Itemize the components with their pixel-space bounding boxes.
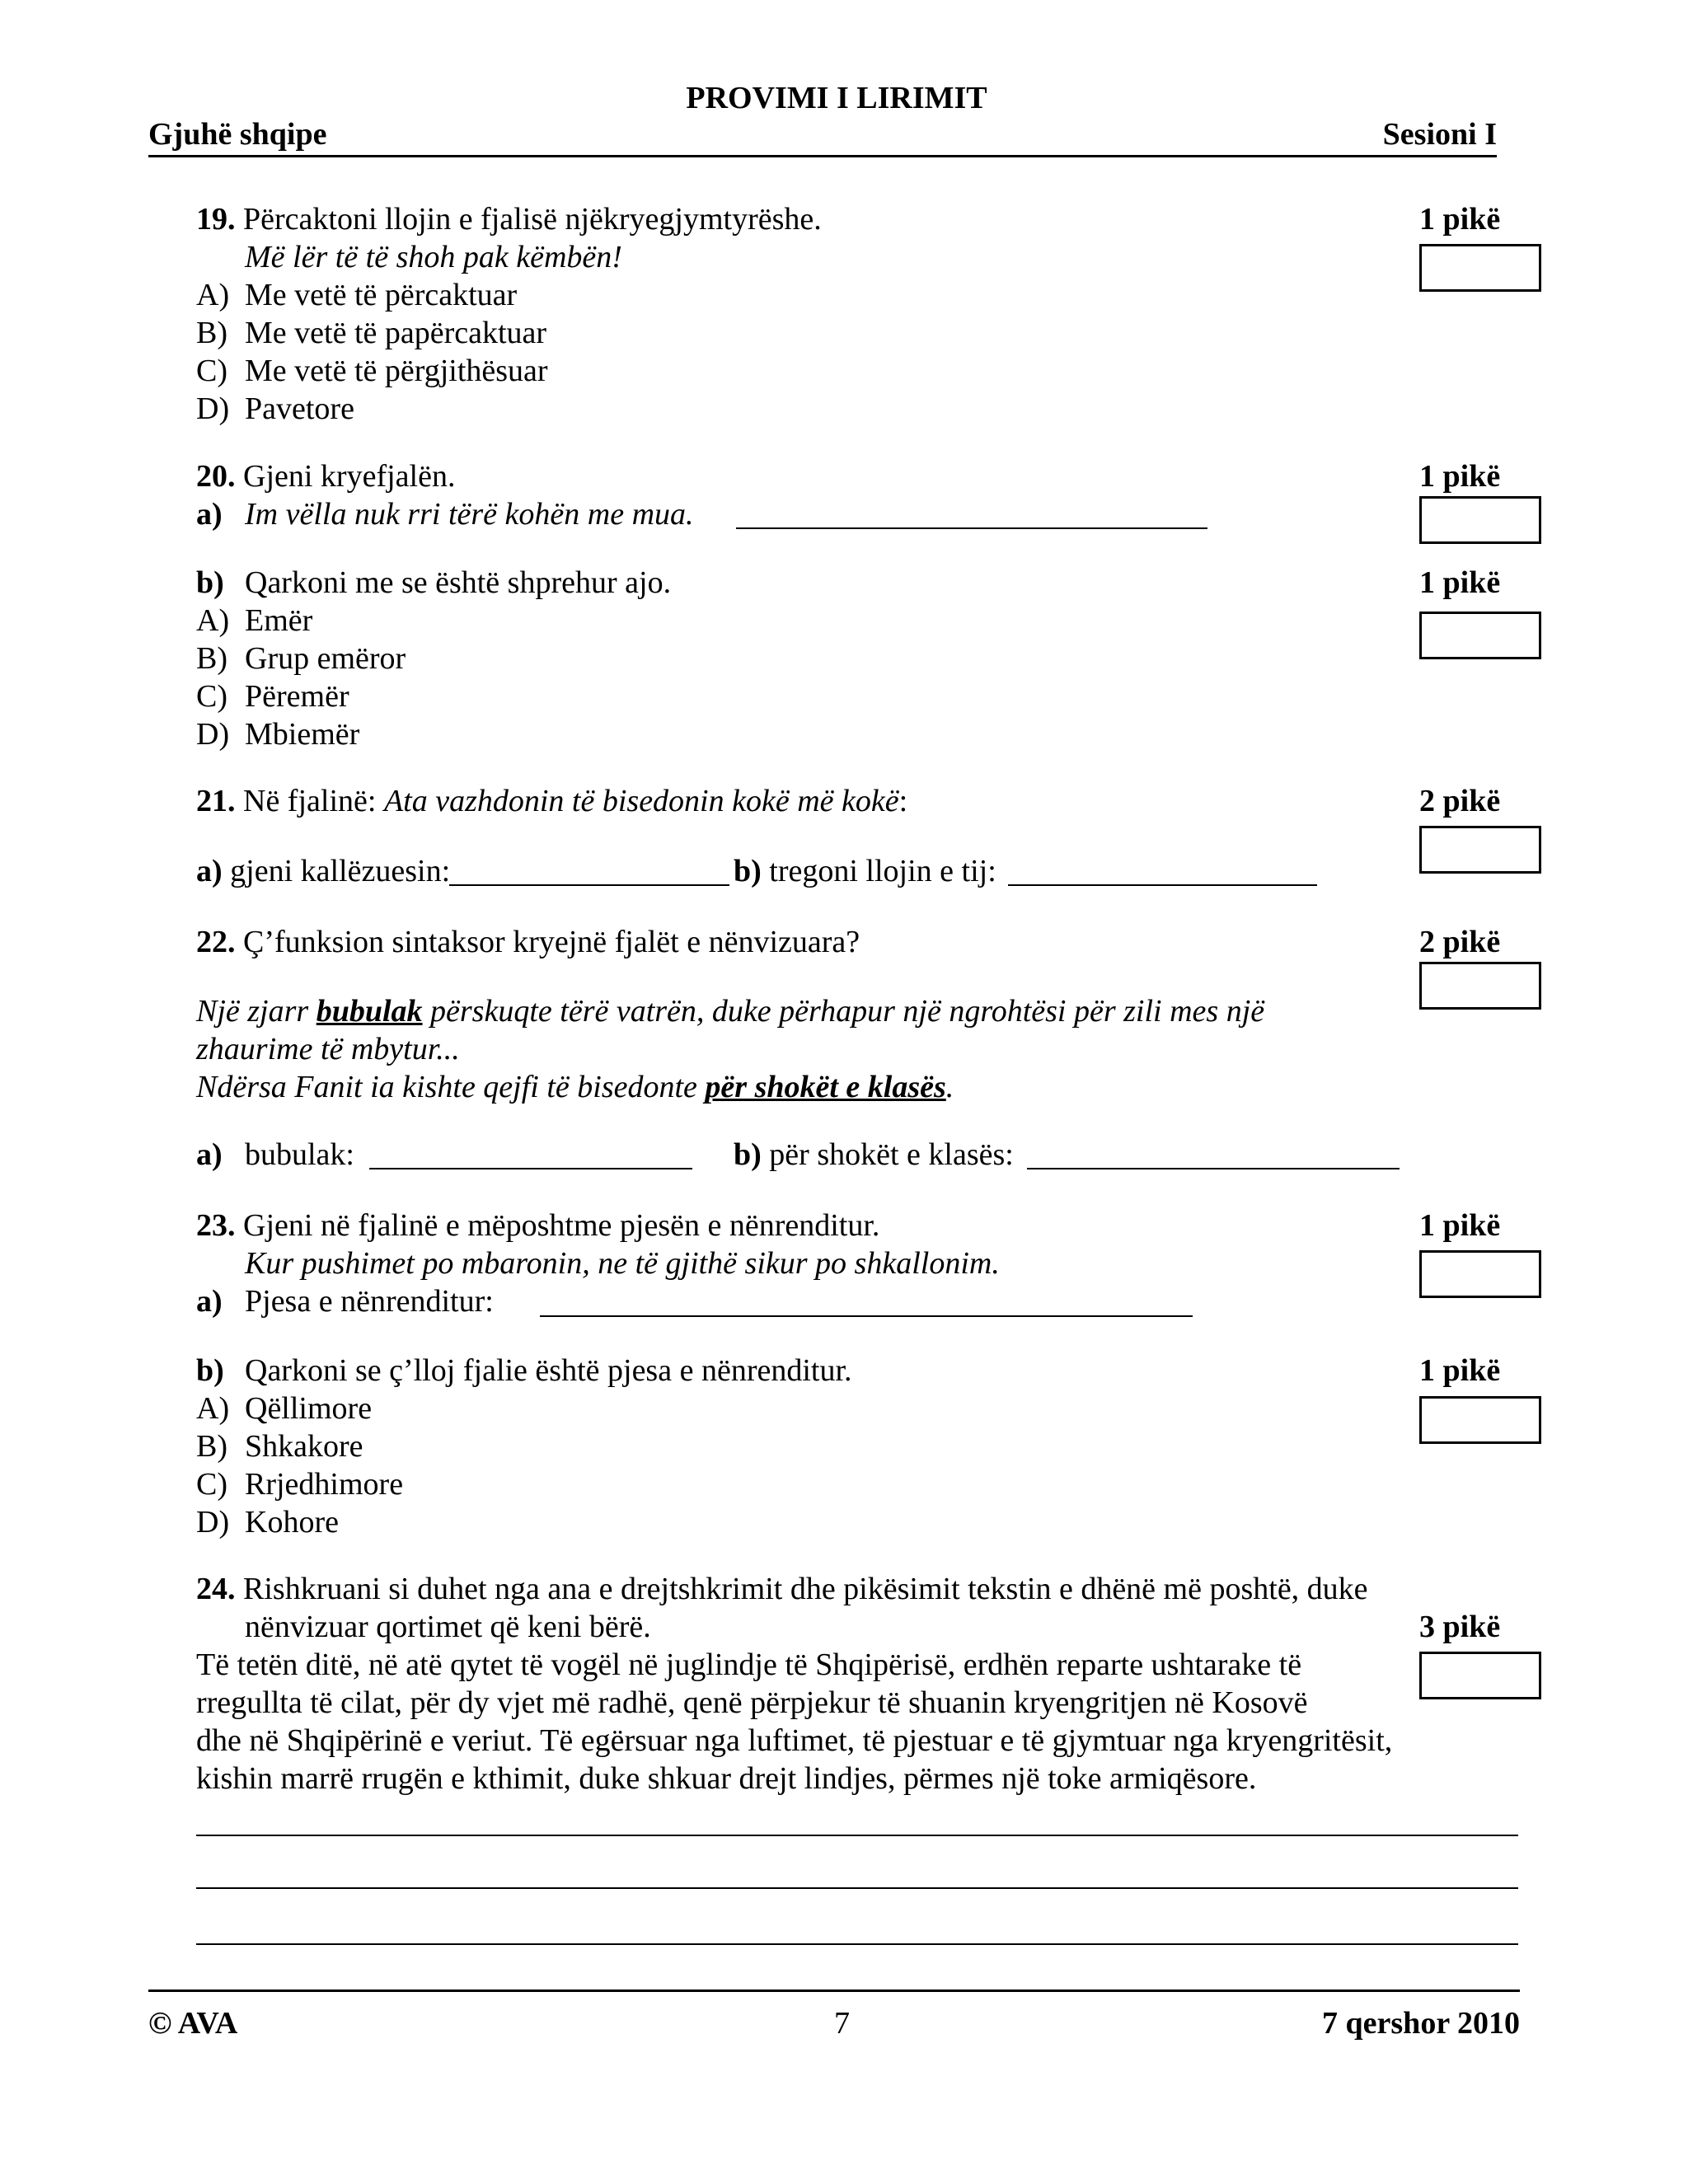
- footer-copyright: © AVA: [148, 2006, 238, 2041]
- q19-number: 19.: [196, 202, 236, 237]
- option-letter: D): [196, 717, 230, 752]
- q22-a-text: bubulak:: [245, 1137, 354, 1172]
- q23a-score-box[interactable]: [1419, 1250, 1541, 1298]
- q19-option-a[interactable]: [196, 276, 518, 314]
- q21-sentence: Ata vazhdonin të bisedonin kokë më kokë: [383, 784, 899, 818]
- option-letter: B): [196, 1429, 227, 1464]
- option-text: Rrjedhimore: [245, 1467, 404, 1502]
- q20-option-d[interactable]: [196, 715, 360, 753]
- q23-option-a[interactable]: [196, 1390, 373, 1427]
- q19-question: [196, 200, 822, 238]
- q22-a-label: a): [196, 1137, 223, 1172]
- option-text: Me vetë të përcaktuar: [245, 278, 518, 312]
- q23-points-b: 1 pikë: [1419, 1353, 1501, 1388]
- option-letter: C): [196, 354, 227, 388]
- option-letter: C): [196, 1467, 227, 1502]
- q23-number: 23.: [196, 1208, 236, 1243]
- q22-part-a: [196, 1136, 354, 1174]
- subject-label: Gjuhë shqipe: [148, 117, 327, 152]
- q21-number: 21.: [196, 784, 236, 818]
- q23-b-question: Qarkoni se ç’lloj fjalie është pjesa e nënrenditur.: [245, 1353, 852, 1388]
- q21-score-box[interactable]: [1419, 826, 1541, 874]
- q22b-answer-line[interactable]: [1027, 1168, 1400, 1169]
- q21-part-a: [196, 852, 450, 890]
- footer-rule: [148, 1990, 1520, 1992]
- exam-title: PROVIMI I LIRIMIT: [686, 81, 987, 115]
- q23-a-text: Pjesa e nënrenditur:: [245, 1284, 494, 1319]
- q22-score-box[interactable]: [1419, 962, 1541, 1010]
- q20a-score-box[interactable]: [1419, 496, 1541, 544]
- q21-colon: :: [898, 784, 908, 818]
- q20-points-a: 1 pikë: [1419, 459, 1501, 494]
- q21-points: 2 pikë: [1419, 784, 1501, 818]
- q20-option-b[interactable]: [196, 640, 406, 677]
- q23-option-c[interactable]: [196, 1465, 404, 1503]
- q22-b-text: për shokët e klasës:: [769, 1137, 1014, 1172]
- q20-option-a[interactable]: [196, 602, 313, 640]
- header-rule: [148, 155, 1497, 157]
- q24-answer-line-3[interactable]: [196, 1943, 1518, 1945]
- option-text: Me vetë të papërcaktuar: [245, 316, 547, 350]
- q19-option-d[interactable]: [196, 390, 354, 428]
- option-letter: A): [196, 1391, 230, 1426]
- q20-question: [196, 457, 455, 495]
- q23-option-b[interactable]: [196, 1427, 363, 1465]
- option-text: Pavetore: [245, 391, 354, 426]
- q24-text-line: dhe në Shqipërinë e veriut. Të egërsuar nga luftimet, të pjestuar e të gjymtuar nga kryengritësit,: [196, 1723, 1393, 1758]
- q23-b-label: b): [196, 1353, 224, 1388]
- option-text: Emër: [245, 603, 313, 638]
- q24-text-1: Rishkruani si duhet nga ana e drejtshkrimit dhe pikësimit tekstin e dhënë më poshtë, duke: [243, 1572, 1368, 1606]
- q22-points: 2 pikë: [1419, 925, 1501, 959]
- q23-points-a: 1 pikë: [1419, 1208, 1501, 1243]
- q22-question: [196, 923, 860, 961]
- q22-number: 22.: [196, 925, 236, 959]
- option-letter: A): [196, 603, 230, 638]
- option-text: Qëllimore: [245, 1391, 373, 1426]
- q19-score-box[interactable]: [1419, 244, 1541, 292]
- q23-a-label: a): [196, 1284, 223, 1319]
- q23-sentence: Kur pushimet po mbaronin, ne të gjithë sikur po shkallonim.: [245, 1246, 1000, 1281]
- q20-points-b: 1 pikë: [1419, 565, 1501, 600]
- passage-text: Një zjarr: [196, 994, 316, 1029]
- q21b-answer-line[interactable]: [1008, 884, 1317, 886]
- option-text: Grup emëror: [245, 641, 406, 676]
- q20-number: 20.: [196, 459, 236, 494]
- footer-page-number: 7: [834, 2006, 850, 2041]
- option-text: Kohore: [245, 1505, 339, 1540]
- option-text: Shkakore: [245, 1429, 363, 1464]
- q21a-answer-line[interactable]: [449, 884, 729, 886]
- q20-option-c[interactable]: [196, 677, 349, 715]
- q22-text: Ç’funksion sintaksor kryejnë fjalët e nënvizuara?: [243, 925, 860, 959]
- q19-text: Përcaktoni llojin e fjalisë njëkryegjymtyrëshe.: [243, 202, 822, 237]
- q21-part-b: [734, 852, 996, 890]
- option-text: Me vetë të përgjithësuar: [245, 354, 548, 388]
- q20-b-question: Qarkoni me se është shprehur ajo.: [245, 565, 672, 600]
- passage-text: përskuqte tërë vatrën, duke përhapur një ngrohtësi për zili mes një: [422, 994, 1265, 1029]
- q24-text-line: kishin marrë rrugën e kthimit, duke shkuar drejt lindjes, përmes një toke armiqësore.: [196, 1761, 1257, 1796]
- q19-option-b[interactable]: [196, 314, 547, 352]
- session-label: Sesioni I: [1382, 117, 1497, 152]
- q21-b-text: tregoni llojin e tij:: [769, 854, 996, 888]
- q20-a-sentence: Im vëlla nuk rri tërë kohën me mua.: [245, 497, 694, 532]
- option-text: Përemër: [245, 679, 349, 714]
- q24-score-box[interactable]: [1419, 1652, 1541, 1699]
- q24-points: 3 pikë: [1419, 1610, 1501, 1644]
- passage-text: .: [945, 1070, 954, 1104]
- q23-part-a: [196, 1282, 494, 1320]
- q19-option-c[interactable]: [196, 352, 548, 390]
- footer-date: 7 qershor 2010: [1322, 2006, 1520, 2041]
- option-letter: C): [196, 679, 227, 714]
- q24-answer-line-1[interactable]: [196, 1835, 1518, 1836]
- q22-b-label: b): [734, 1137, 762, 1172]
- option-letter: D): [196, 1505, 230, 1540]
- option-letter: B): [196, 641, 227, 676]
- underlined-word-bubulak: bubulak: [316, 994, 423, 1029]
- q22-passage-line1: [196, 992, 1264, 1030]
- q19-sentence: Më lër të të shoh pak këmbën!: [245, 240, 622, 274]
- q23b-score-box[interactable]: [1419, 1396, 1541, 1444]
- passage-text: Ndërsa Fanit ia kishte qejfi të bisedonte: [196, 1070, 706, 1104]
- q23-text: Gjeni në fjalinë e mëposhtme pjesën e nënrenditur.: [243, 1208, 880, 1243]
- q21-a-label: a): [196, 854, 223, 888]
- q21-a-text: gjeni kallëzuesin:: [230, 854, 451, 888]
- q22-passage-line2: zhaurime të mbytur...: [196, 1032, 460, 1066]
- q22-part-b: [734, 1136, 1014, 1174]
- option-letter: D): [196, 391, 230, 426]
- q24-question-line2: nënvizuar qortimet që keni bërë.: [245, 1610, 651, 1644]
- q22a-answer-line[interactable]: [369, 1168, 692, 1169]
- q20b-score-box[interactable]: [1419, 612, 1541, 659]
- q21-question: [196, 782, 907, 820]
- q24-number: 24.: [196, 1572, 236, 1606]
- q20-a-label: a): [196, 497, 223, 532]
- q23-question: [196, 1207, 879, 1244]
- q24-question-line1: [196, 1570, 1368, 1608]
- q19-points: 1 pikë: [1419, 202, 1501, 237]
- underlined-phrase: për shokët e klasës: [705, 1070, 946, 1104]
- option-letter: B): [196, 316, 227, 350]
- q23a-answer-line[interactable]: [540, 1315, 1193, 1317]
- q21-b-label: b): [734, 854, 762, 888]
- q21-lead: Në fjalinë:: [243, 784, 384, 818]
- q24-text-line: rregullta të cilat, për dy vjet më radhë, qenë përpjekur të shuanin kryengritjen në Kosovë: [196, 1685, 1308, 1720]
- q24-text-line: Të tetën ditë, në atë qytet të vogël në juglindje të Shqipërisë, erdhën reparte ushtarake të: [196, 1647, 1302, 1682]
- q20a-answer-line[interactable]: [736, 527, 1207, 529]
- option-letter: A): [196, 278, 230, 312]
- q22-passage-line3: [196, 1068, 954, 1106]
- q20-b-label: b): [196, 565, 224, 600]
- q20-text: Gjeni kryefjalën.: [243, 459, 456, 494]
- option-text: Mbiemër: [245, 717, 360, 752]
- q24-answer-line-2[interactable]: [196, 1887, 1518, 1889]
- q23-option-d[interactable]: [196, 1503, 339, 1541]
